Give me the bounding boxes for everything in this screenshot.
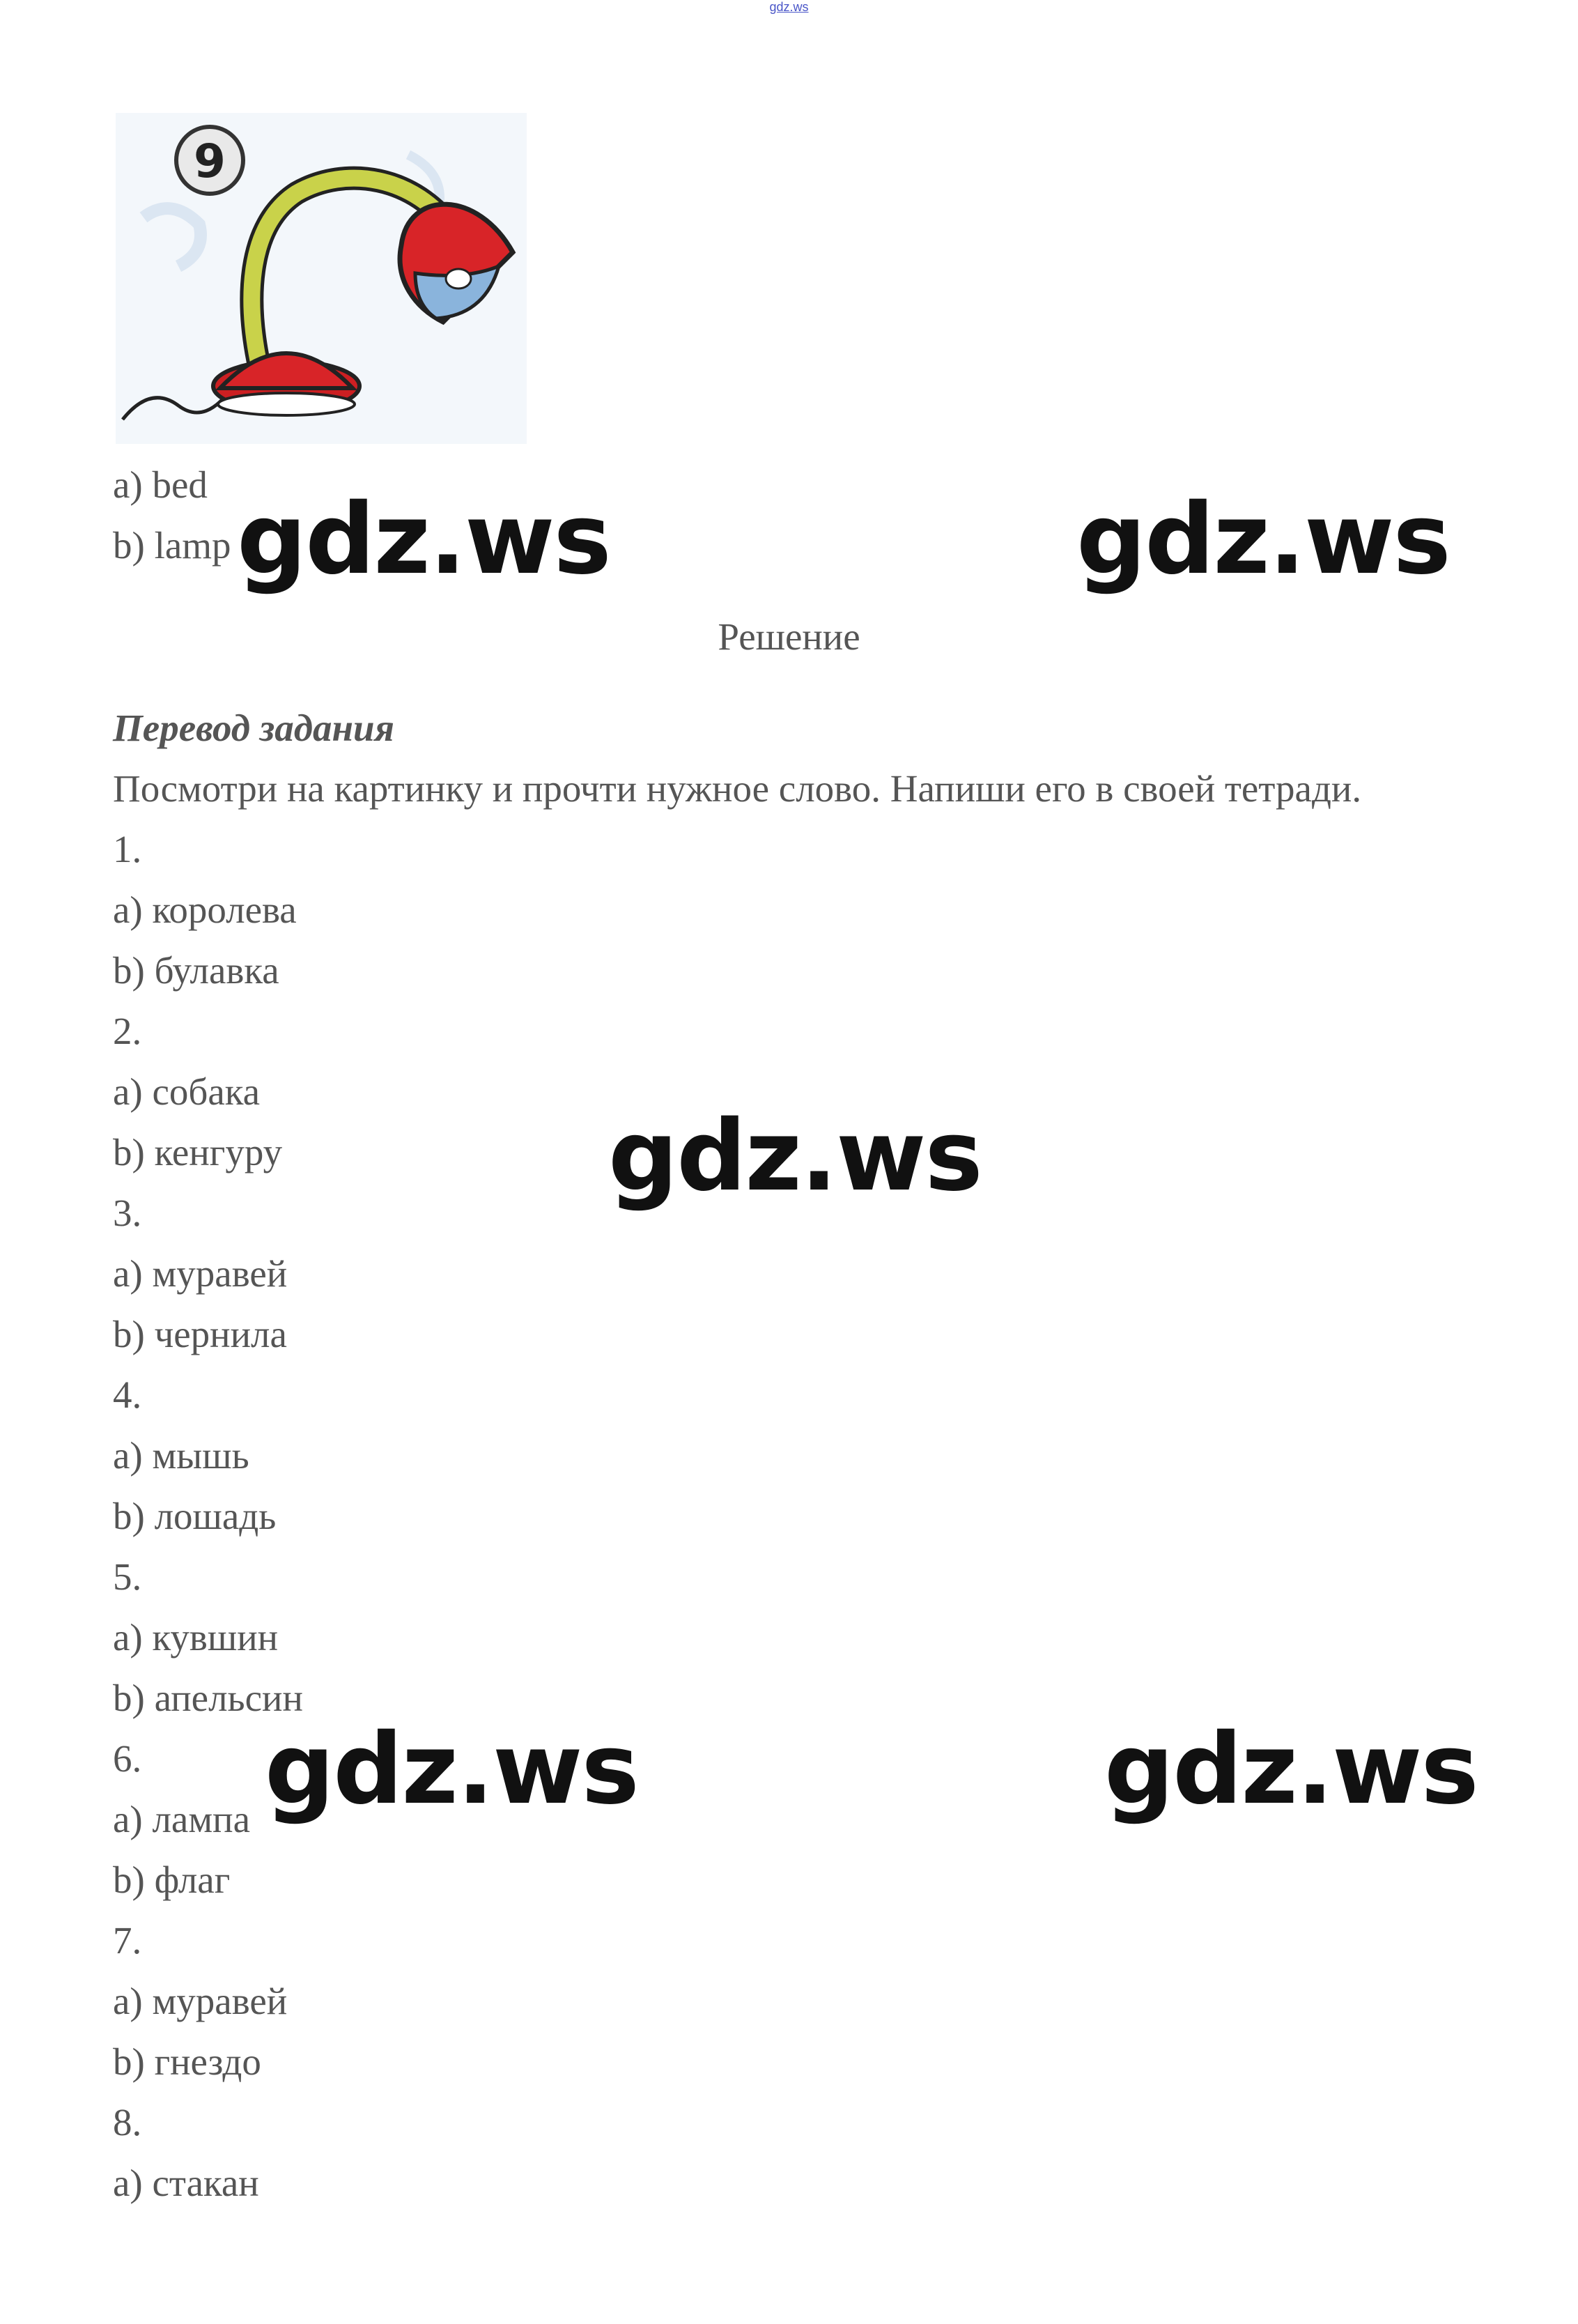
answer-number: 7. bbox=[113, 1919, 142, 1962]
solution-title: Решение bbox=[718, 615, 860, 658]
answer-option: a) мышь bbox=[113, 1434, 249, 1477]
answer-number: 5. bbox=[113, 1555, 142, 1598]
answer-option: b) чернила bbox=[113, 1313, 287, 1355]
watermark: gdz.ws bbox=[608, 1100, 982, 1213]
lamp-illustration bbox=[116, 113, 527, 444]
answer-option: a) лампа bbox=[113, 1798, 250, 1840]
answer-number: 8. bbox=[113, 2101, 142, 2144]
answer-option: a) муравей bbox=[113, 1252, 288, 1295]
answer-number: 6. bbox=[113, 1737, 142, 1780]
answer-number: 2. bbox=[113, 1010, 142, 1052]
answer-option: b) флаг bbox=[113, 1859, 231, 1901]
solution-subtitle: Перевод задания bbox=[113, 707, 394, 749]
header-link[interactable]: gdz.ws bbox=[769, 0, 809, 14]
answer-number: 1. bbox=[113, 828, 142, 870]
answer-number: 4. bbox=[113, 1373, 142, 1416]
answer-option: b) лошадь bbox=[113, 1495, 277, 1537]
answer-option: b) кенгуру bbox=[113, 1131, 283, 1173]
task-option-b: b) lamp bbox=[113, 524, 231, 567]
answer-option: a) стакан bbox=[113, 2162, 259, 2204]
answer-option: b) гнездо bbox=[113, 2040, 261, 2083]
answer-option: a) собака bbox=[113, 1070, 261, 1113]
answer-option: a) кувшин bbox=[113, 1616, 279, 1659]
task-option-a: a) bed bbox=[113, 463, 208, 506]
watermark: gdz.ws bbox=[265, 1713, 638, 1826]
watermark: gdz.ws bbox=[237, 483, 610, 597]
lamp-icon bbox=[116, 113, 527, 444]
answer-option: b) апельсин bbox=[113, 1677, 303, 1719]
watermark: gdz.ws bbox=[1104, 1713, 1478, 1826]
answer-option: b) булавка bbox=[113, 949, 279, 992]
instruction-text: Посмотри на картинку и прочти нужное слово. Напиши его в своей тетради. bbox=[113, 767, 1362, 810]
answer-number: 3. bbox=[113, 1192, 142, 1234]
watermark: gdz.ws bbox=[1076, 483, 1450, 597]
task-number: 9 bbox=[194, 134, 226, 188]
answer-option: a) королева bbox=[113, 888, 297, 931]
answer-option: a) муравей bbox=[113, 1980, 288, 2022]
